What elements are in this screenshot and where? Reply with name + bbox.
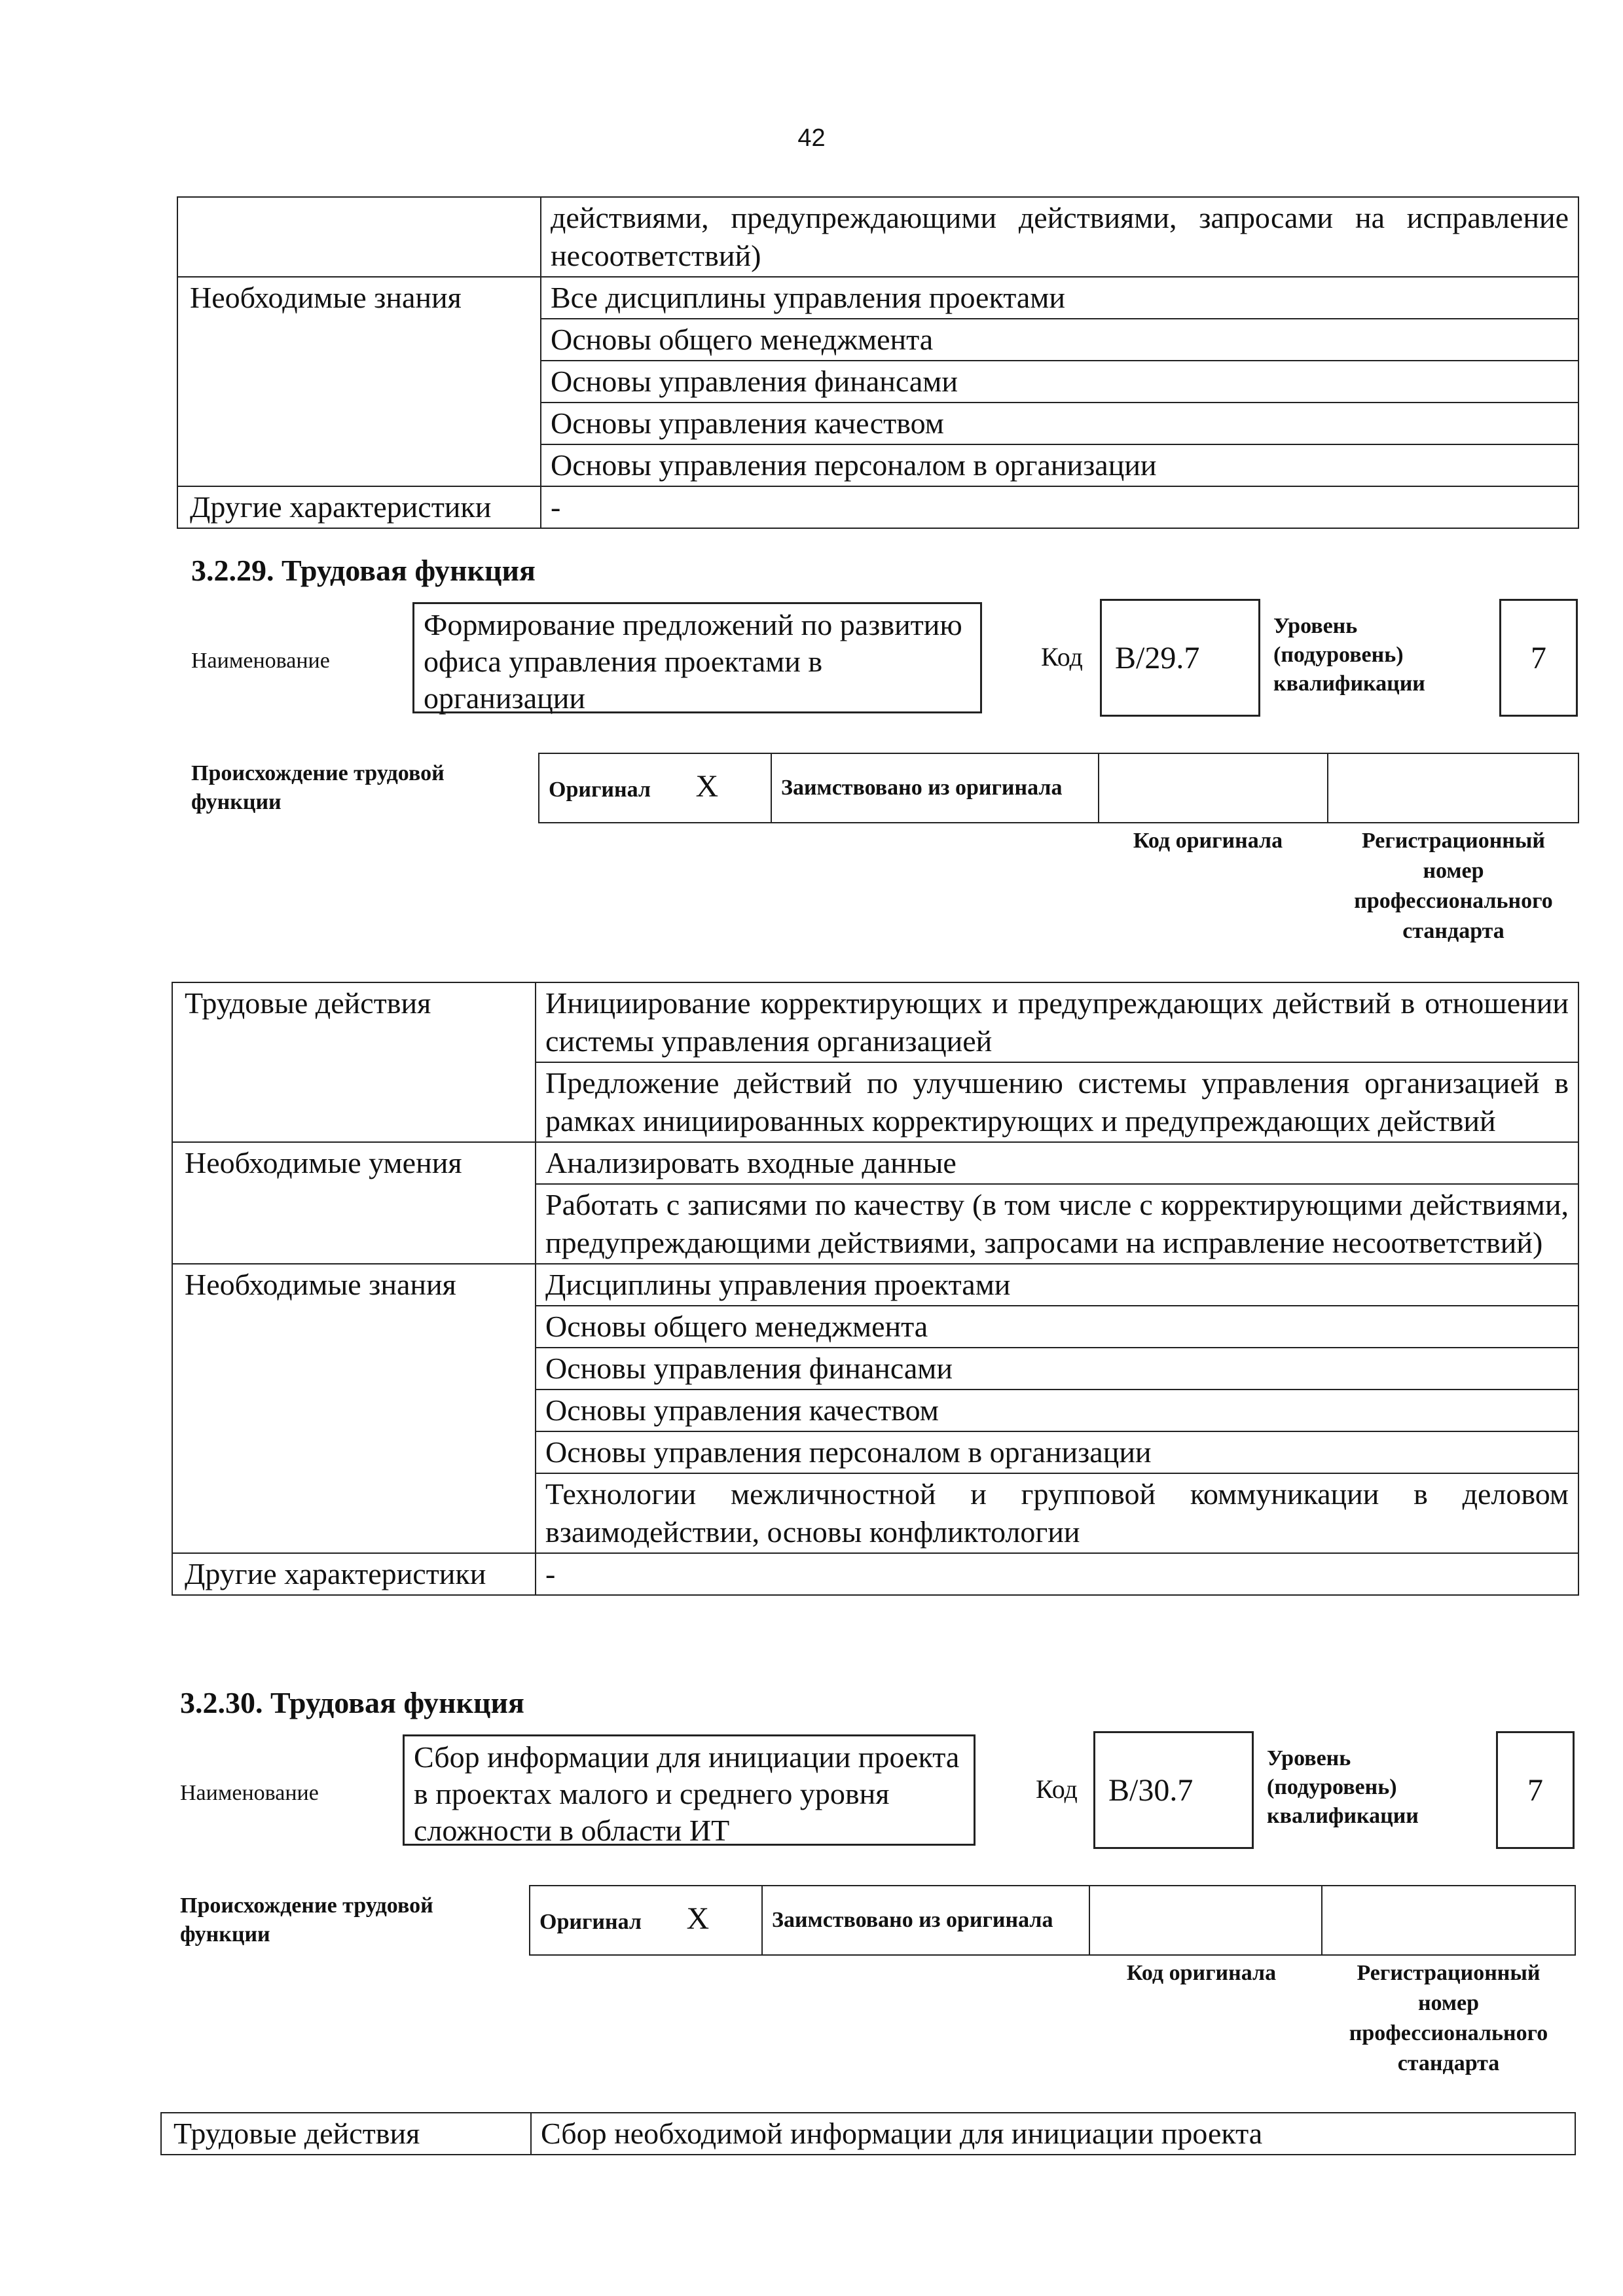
top-requirements-table — [177, 196, 1579, 529]
list-item: Основы управления качеством — [541, 403, 1578, 444]
level-value: 7 — [1499, 599, 1578, 717]
list-item: Инициирование корректирующих и предупреждающих действий в отношении системы управления организацией — [536, 982, 1578, 1062]
registration-number-caption: Регистрационный номер профессионального стандарта — [1354, 829, 1553, 943]
original-code-cell — [1089, 1886, 1322, 1955]
code-value: В/29.7 — [1100, 599, 1260, 717]
knowledge-label: Необходимые знания — [177, 277, 541, 486]
list-item: Сбор необходимой информации для инициации проекта — [531, 2113, 1575, 2155]
function-name-box — [403, 1734, 976, 1846]
actions-label: Трудовые действия — [172, 982, 536, 1142]
list-item: Основы управления финансами — [541, 361, 1578, 403]
table-row — [177, 197, 1578, 277]
list-item: Основы управления персоналом в организации — [536, 1431, 1578, 1473]
origin-label: Происхождение трудовой функции — [191, 761, 445, 814]
code-label: Код — [1036, 1774, 1078, 1804]
code-label: Код — [1041, 642, 1083, 672]
continued-text: действиями, предупреждающими действиями, запросами на исправление несоответствий) — [541, 197, 1578, 277]
table-row — [172, 1142, 1578, 1184]
original-code-cell — [1099, 753, 1328, 823]
table-row — [161, 2113, 1575, 2155]
code-value: В/30.7 — [1093, 1731, 1254, 1849]
section-title-30: 3.2.30. Трудовая функция — [180, 1686, 524, 1719]
actions-label: Трудовые действия — [161, 2113, 531, 2155]
origin-table — [538, 753, 1579, 823]
original-x-mark: X — [695, 768, 719, 804]
list-item: Основы управления качеством — [536, 1390, 1578, 1431]
list-item: Основы управления финансами — [536, 1348, 1578, 1390]
list-item: Технологии межличностной и групповой коммуникации в деловом взаимодействии, основы конфликтологии — [536, 1473, 1578, 1553]
table-row — [172, 1553, 1578, 1595]
table-row — [177, 486, 1578, 528]
borrowed-label: Заимствовано из оригинала — [762, 1886, 1089, 1955]
skills-label: Необходимые умения — [172, 1142, 536, 1264]
list-item: Основы общего менеджмента — [541, 319, 1578, 361]
other-characteristics-label: Другие характеристики — [177, 486, 541, 528]
original-cell — [539, 753, 771, 823]
function-name: Формирование предложений по развитию офиса управления проектами в организации — [424, 608, 962, 715]
level-label: Уровень (подуровень) квалификации — [1267, 1746, 1419, 1828]
knowledge-label: Необходимые знания — [172, 1264, 536, 1553]
section-title-29: 3.2.29. Трудовая функция — [191, 554, 536, 587]
registration-number-cell — [1322, 1886, 1575, 1955]
origin-label: Происхождение трудовой функции — [180, 1893, 433, 1946]
original-code-caption: Код оригинала — [1133, 829, 1283, 853]
other-characteristics-value: - — [536, 1553, 1578, 1595]
name-label: Наименование — [191, 649, 330, 673]
registration-number-cell — [1328, 753, 1578, 823]
level-label: Уровень (подуровень) квалификации — [1273, 614, 1425, 696]
function-name: Сбор информации для инициации проекта в проектах малого и среднего уровня сложности в области ИТ — [414, 1740, 960, 1847]
page-number: 42 — [797, 124, 826, 152]
empty-label-cell — [177, 197, 541, 277]
list-item: Основы общего менеджмента — [536, 1306, 1578, 1348]
table-row — [177, 277, 1578, 319]
original-label: Оригинал — [549, 777, 651, 802]
original-x-mark: X — [686, 1901, 710, 1936]
list-item: Основы управления персоналом в организации — [541, 444, 1578, 486]
table-row — [172, 982, 1578, 1062]
function-29-table — [172, 982, 1579, 1596]
other-characteristics-value: - — [541, 486, 1578, 528]
list-item: Все дисциплины управления проектами — [541, 277, 1578, 319]
list-item: Предложение действий по улучшению системы управления организацией в рамках инициированных корректирующих и предупреждающих действий — [536, 1062, 1578, 1142]
name-label: Наименование — [180, 1781, 319, 1805]
original-code-caption: Код оригинала — [1126, 1961, 1277, 1985]
original-cell — [530, 1886, 762, 1955]
registration-number-caption: Регистрационный номер профессионального стандарта — [1349, 1961, 1548, 2075]
level-value: 7 — [1496, 1731, 1575, 1849]
origin-table — [529, 1885, 1576, 1956]
list-item: Работать с записями по качеству (в том числе с корректирующими действиями, предупреждающими действиями, запросами на исправление несоответствий) — [536, 1184, 1578, 1264]
borrowed-label: Заимствовано из оригинала — [771, 753, 1099, 823]
function-name-box — [412, 602, 982, 713]
other-characteristics-label: Другие характеристики — [172, 1553, 536, 1595]
table-row — [172, 1264, 1578, 1306]
function-30-table — [160, 2112, 1576, 2155]
original-label: Оригинал — [539, 1909, 642, 1934]
list-item: Анализировать входные данные — [536, 1142, 1578, 1184]
list-item: Дисциплины управления проектами — [536, 1264, 1578, 1306]
